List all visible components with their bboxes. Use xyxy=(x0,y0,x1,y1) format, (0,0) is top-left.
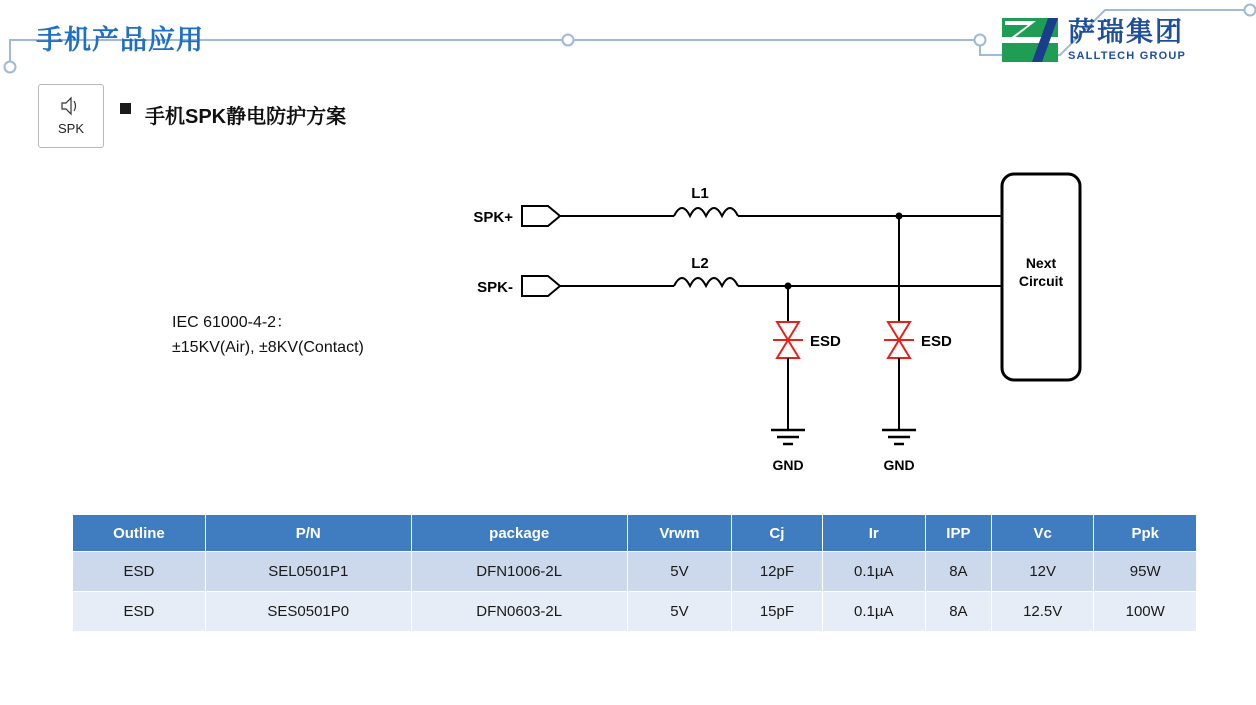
label-spk-minus: SPK- xyxy=(477,279,513,296)
cell-pn: SEL0501P1 xyxy=(205,552,411,592)
th-pn: P/N xyxy=(205,515,411,552)
section-title: 手机SPK静电防护方案 xyxy=(145,106,347,128)
cell-vrwm: 5V xyxy=(627,552,732,592)
th-vrwm: Vrwm xyxy=(627,515,732,552)
spk-minus-connector xyxy=(522,276,560,296)
iec-standard-text xyxy=(172,310,364,360)
logo-text-cn: 萨瑞集团 xyxy=(1068,16,1184,47)
circuit-diagram xyxy=(0,150,1256,490)
cell-vc: 12V xyxy=(991,552,1094,592)
cell-cj: 12pF xyxy=(732,552,822,592)
label-inductor-l1: L1 xyxy=(691,185,709,202)
label-gnd-2: GND xyxy=(883,457,915,473)
iec-standard-line2: ±15KV(Air), ±8KV(Contact) xyxy=(172,339,364,356)
gnd-symbol-2 xyxy=(882,430,916,444)
cell-vrwm: 5V xyxy=(627,592,732,632)
spec-table xyxy=(72,514,1197,632)
esd-device-1 xyxy=(773,322,803,430)
spk-badge xyxy=(38,84,104,148)
cell-ir: 0.1µA xyxy=(822,552,925,592)
cell-vc: 12.5V xyxy=(991,592,1094,632)
label-inductor-l2: L2 xyxy=(691,255,709,272)
spk-plus-connector xyxy=(522,206,560,226)
th-package: package xyxy=(411,515,627,552)
cell-package: DFN0603-2L xyxy=(411,592,627,632)
cell-ir: 0.1µA xyxy=(822,592,925,632)
th-cj: Cj xyxy=(732,515,822,552)
th-vc: Vc xyxy=(991,515,1094,552)
cell-cj: 15pF xyxy=(732,592,822,632)
cell-pn: SES0501P0 xyxy=(205,592,411,632)
label-gnd-1: GND xyxy=(772,457,804,473)
table-row xyxy=(73,552,1197,592)
spk-badge-label: SPK xyxy=(57,121,84,136)
inductor-l1 xyxy=(674,208,738,216)
speaker-icon xyxy=(60,96,82,116)
company-logo xyxy=(1002,12,1238,68)
label-esd-1: ESD xyxy=(810,333,841,350)
label-next-circuit-line2: Circuit xyxy=(1018,273,1064,289)
esd-device-2 xyxy=(884,322,914,430)
cell-ipp: 8A xyxy=(925,592,991,632)
th-ir: Ir xyxy=(822,515,925,552)
cell-ipp: 8A xyxy=(925,552,991,592)
label-esd-2: ESD xyxy=(921,333,952,350)
section-bullet-icon xyxy=(120,103,131,114)
logo-mark-icon xyxy=(1002,18,1058,62)
inductor-l2 xyxy=(674,278,738,286)
table-row xyxy=(73,592,1197,632)
cell-outline: ESD xyxy=(73,552,206,592)
label-spk-plus: SPK+ xyxy=(473,209,513,226)
page-header xyxy=(0,0,1256,78)
logo-text-en: SALLTECH GROUP xyxy=(1068,49,1187,62)
cell-package: DFN1006-2L xyxy=(411,552,627,592)
cell-ppk: 95W xyxy=(1094,552,1197,592)
th-ipp: IPP xyxy=(925,515,991,552)
iec-standard-line1: IEC 61000-4-2： xyxy=(172,314,293,331)
label-next-circuit-line1: Next xyxy=(1025,255,1057,271)
gnd-symbol-1 xyxy=(771,430,805,444)
cell-outline: ESD xyxy=(73,592,206,632)
th-ppk: Ppk xyxy=(1094,515,1197,552)
th-outline: Outline xyxy=(73,515,206,552)
page-title: 手机产品应用 xyxy=(36,25,204,55)
table-header-row xyxy=(73,515,1197,552)
cell-ppk: 100W xyxy=(1094,592,1197,632)
